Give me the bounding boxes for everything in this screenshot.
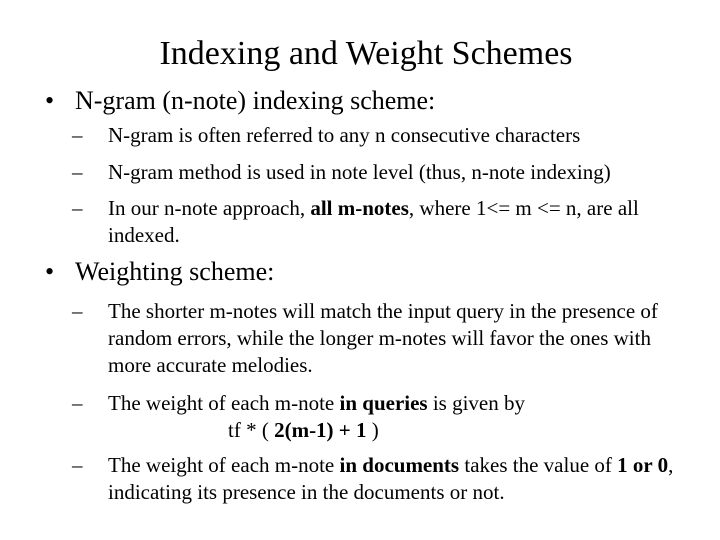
sub-item-text: The shorter m-notes will match the input query in the presence of random errors, while the longer m-notes will favor the ones with more accurate melodies. — [108, 299, 658, 377]
dash-icon: – — [72, 299, 83, 323]
text-run: is given by — [427, 391, 526, 415]
dash-icon: – — [72, 196, 83, 220]
dash-icon: – — [72, 391, 83, 415]
bullet-ngram-scheme — [45, 86, 435, 116]
bold-run: in queries — [339, 391, 428, 415]
dash-icon: – — [72, 160, 83, 184]
text-run: The weight of each m-note — [108, 453, 340, 477]
sub-item-text — [108, 452, 693, 506]
sub-item-text: N-gram is often referred to any n consecutive characters — [108, 123, 581, 147]
bullet-dot-icon: • — [45, 257, 55, 286]
sub-item-text: N-gram method is used in note level (thus, n-note indexing) — [108, 160, 611, 184]
text-run: In our n-note approach, — [108, 196, 311, 220]
bold-run: all m-notes — [310, 196, 409, 220]
slide-title: Indexing and Weight Schemes — [159, 35, 573, 72]
sub-item-text — [108, 195, 693, 249]
formula-bold: 2(m-1) + 1 — [274, 418, 367, 442]
dash-icon: – — [72, 123, 83, 147]
sub-item — [72, 159, 708, 186]
text-run: takes the value of — [459, 453, 618, 477]
sub-item — [72, 390, 708, 444]
text-run: , indicating its presence in the documents or not. — [108, 453, 674, 504]
sub-item — [72, 298, 678, 379]
text-run: The weight of each m-note — [108, 391, 340, 415]
formula-text: ) — [366, 418, 379, 442]
sub-item — [72, 195, 693, 249]
sub-item — [72, 452, 693, 506]
sub-item-text — [108, 390, 708, 444]
weight-formula — [228, 417, 708, 444]
bullet-dot-icon: • — [45, 86, 55, 115]
sub-item — [72, 122, 708, 149]
bold-run: 1 or 0 — [617, 453, 669, 477]
formula-text: tf * ( — [228, 418, 275, 442]
bold-run: in documents — [339, 453, 460, 477]
bullet-weighting-scheme — [45, 257, 274, 287]
bullet-label: N-gram (n-note) indexing scheme: — [75, 86, 436, 115]
dash-icon: – — [72, 453, 83, 477]
text-run: , where 1<= m <= n, are all indexed. — [108, 196, 639, 247]
bullet-label: Weighting scheme: — [75, 257, 275, 286]
